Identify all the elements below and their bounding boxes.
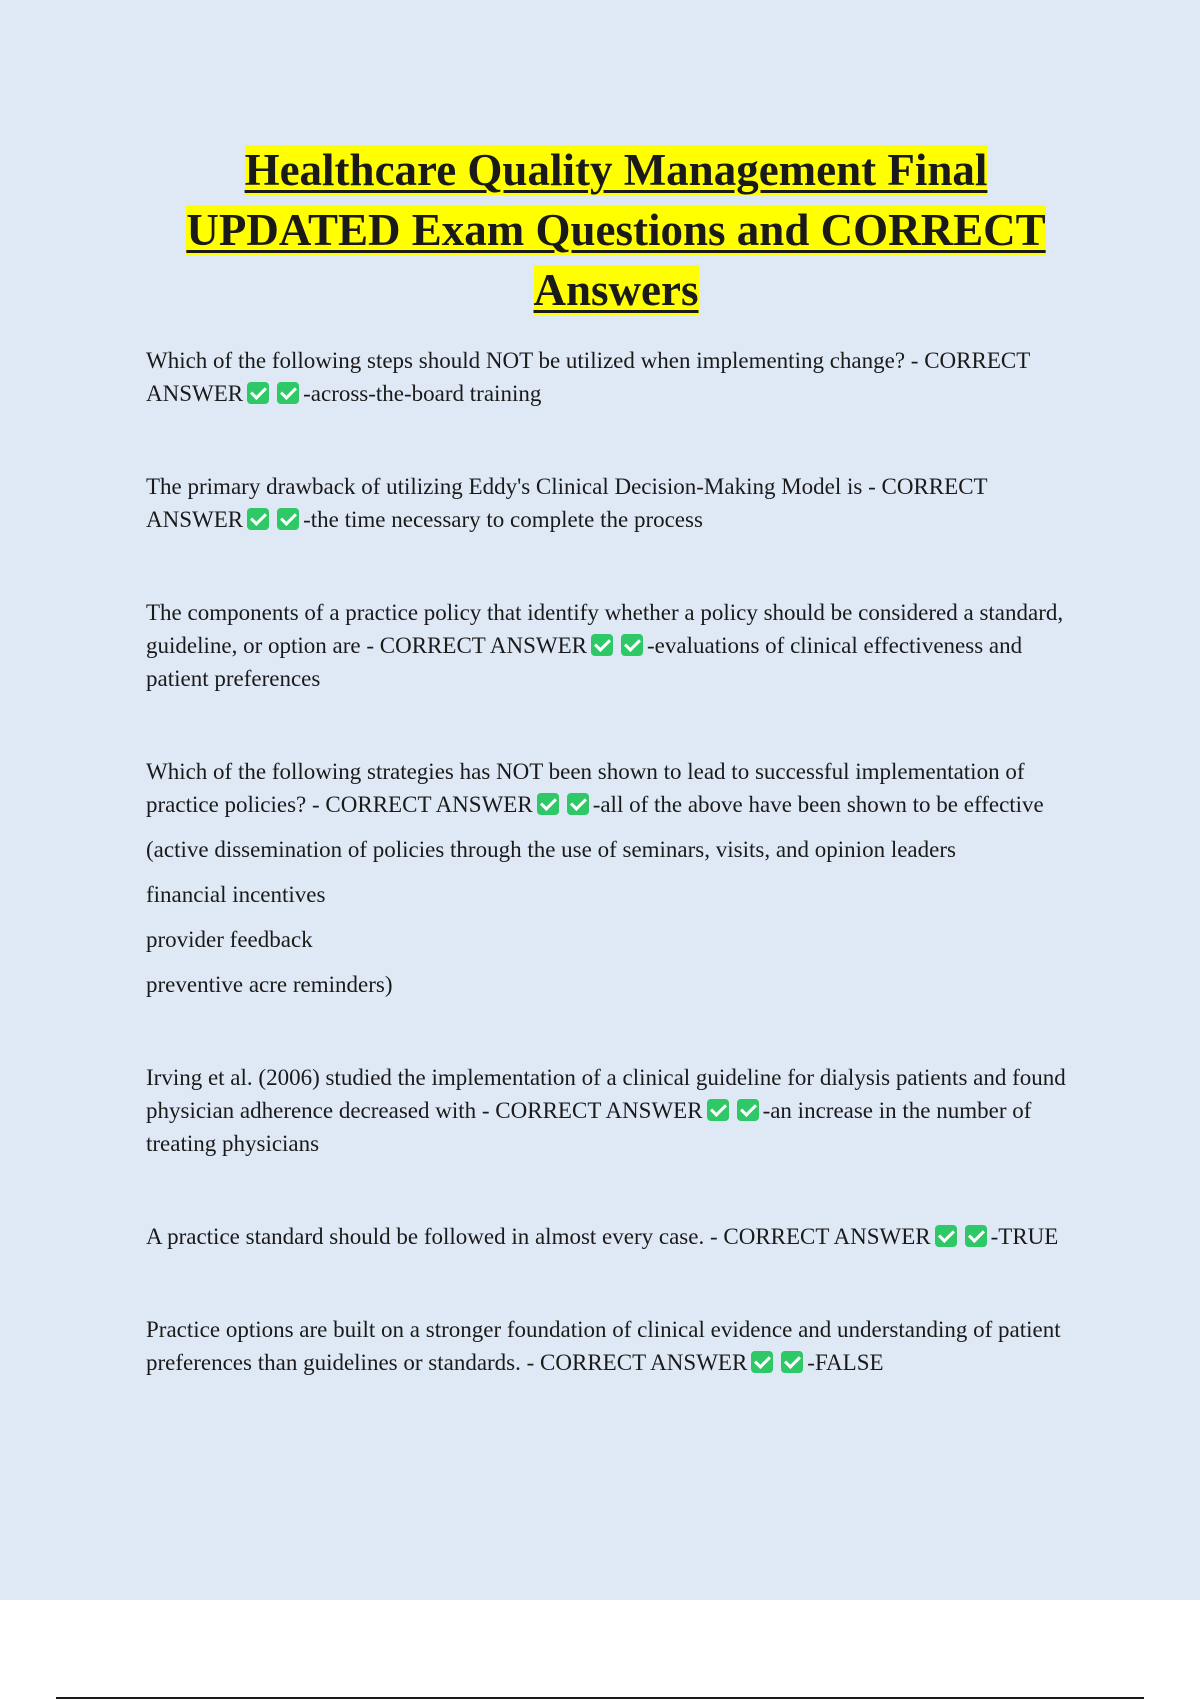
- answer-text: -across-the-board training: [303, 381, 542, 406]
- question-text: Irving et al. (2006) studied the implementation of a clinical guideline for dialysis patients and found physician adherence decreased with - CORRECT ANSWER: [146, 1065, 1066, 1123]
- qa-item: [146, 1220, 1086, 1253]
- question-text: A practice standard should be followed in almost every case. - CORRECT ANSWER: [146, 1224, 931, 1249]
- green-checkmark-icon: [751, 1351, 773, 1373]
- green-checkmark-icon: [781, 1351, 803, 1373]
- answer-text: -TRUE: [990, 1224, 1059, 1249]
- green-checkmark-icon: [591, 634, 613, 656]
- qa-item: [146, 470, 1086, 536]
- green-checkmark-icon: [737, 1099, 759, 1121]
- question-text: Which of the following steps should NOT be utilized when implementing change? - CORRECT ANSWER: [146, 348, 1030, 406]
- green-checkmark-icon: [247, 382, 269, 404]
- qa-item: [146, 596, 1086, 695]
- green-checkmark-icon: [965, 1225, 987, 1247]
- answer-text: -FALSE: [807, 1350, 884, 1375]
- answer-text: -all of the above have been shown to be effective: [592, 792, 1044, 817]
- green-checkmark-icon: [277, 508, 299, 530]
- answer-text: -the time necessary to complete the process: [303, 507, 703, 532]
- green-checkmark-icon: [247, 508, 269, 530]
- answer-detail-line: (active dissemination of policies through the use of seminars, visits, and opinion leaders: [146, 837, 956, 862]
- question-text: Practice options are built on a stronger foundation of clinical evidence and understanding of patient preferences than guidelines or standards. - CORRECT ANSWER: [146, 1317, 1061, 1375]
- document-title: [146, 140, 1086, 320]
- answer-detail-line: preventive acre reminders): [146, 972, 393, 997]
- green-checkmark-icon: [537, 793, 559, 815]
- green-checkmark-icon: [935, 1225, 957, 1247]
- qa-item: [146, 1061, 1086, 1160]
- qa-item: [146, 1313, 1086, 1379]
- title-line-2: UPDATED Exam Questions and CORRECT: [186, 205, 1046, 255]
- qa-item: [146, 344, 1086, 410]
- document-content: [146, 140, 1086, 1379]
- answer-detail-line: financial incentives: [146, 882, 326, 907]
- question-text: The primary drawback of utilizing Eddy's Clinical Decision-Making Model is - CORRECT ANSWER: [146, 474, 988, 532]
- qa-item: [146, 755, 1086, 821]
- footer-divider: [56, 1697, 1144, 1699]
- question-text: The components of a practice policy that identify whether a policy should be considered a standard, guideline, or option are - CORRECT ANSWER: [146, 600, 1064, 658]
- title-line-1: Healthcare Quality Management Final: [244, 145, 988, 195]
- green-checkmark-icon: [621, 634, 643, 656]
- answer-detail-line: provider feedback: [146, 927, 313, 952]
- answer-text: -an increase in the number of treating physicians: [146, 1098, 1032, 1156]
- question-text: Which of the following strategies has NOT been shown to lead to successful implementation of practice policies? - CORRECT ANSWER: [146, 759, 1025, 817]
- title-line-3: Answers: [533, 265, 699, 315]
- green-checkmark-icon: [707, 1099, 729, 1121]
- green-checkmark-icon: [277, 382, 299, 404]
- green-checkmark-icon: [567, 793, 589, 815]
- answer-text: -evaluations of clinical effectiveness and patient preferences: [146, 633, 1023, 691]
